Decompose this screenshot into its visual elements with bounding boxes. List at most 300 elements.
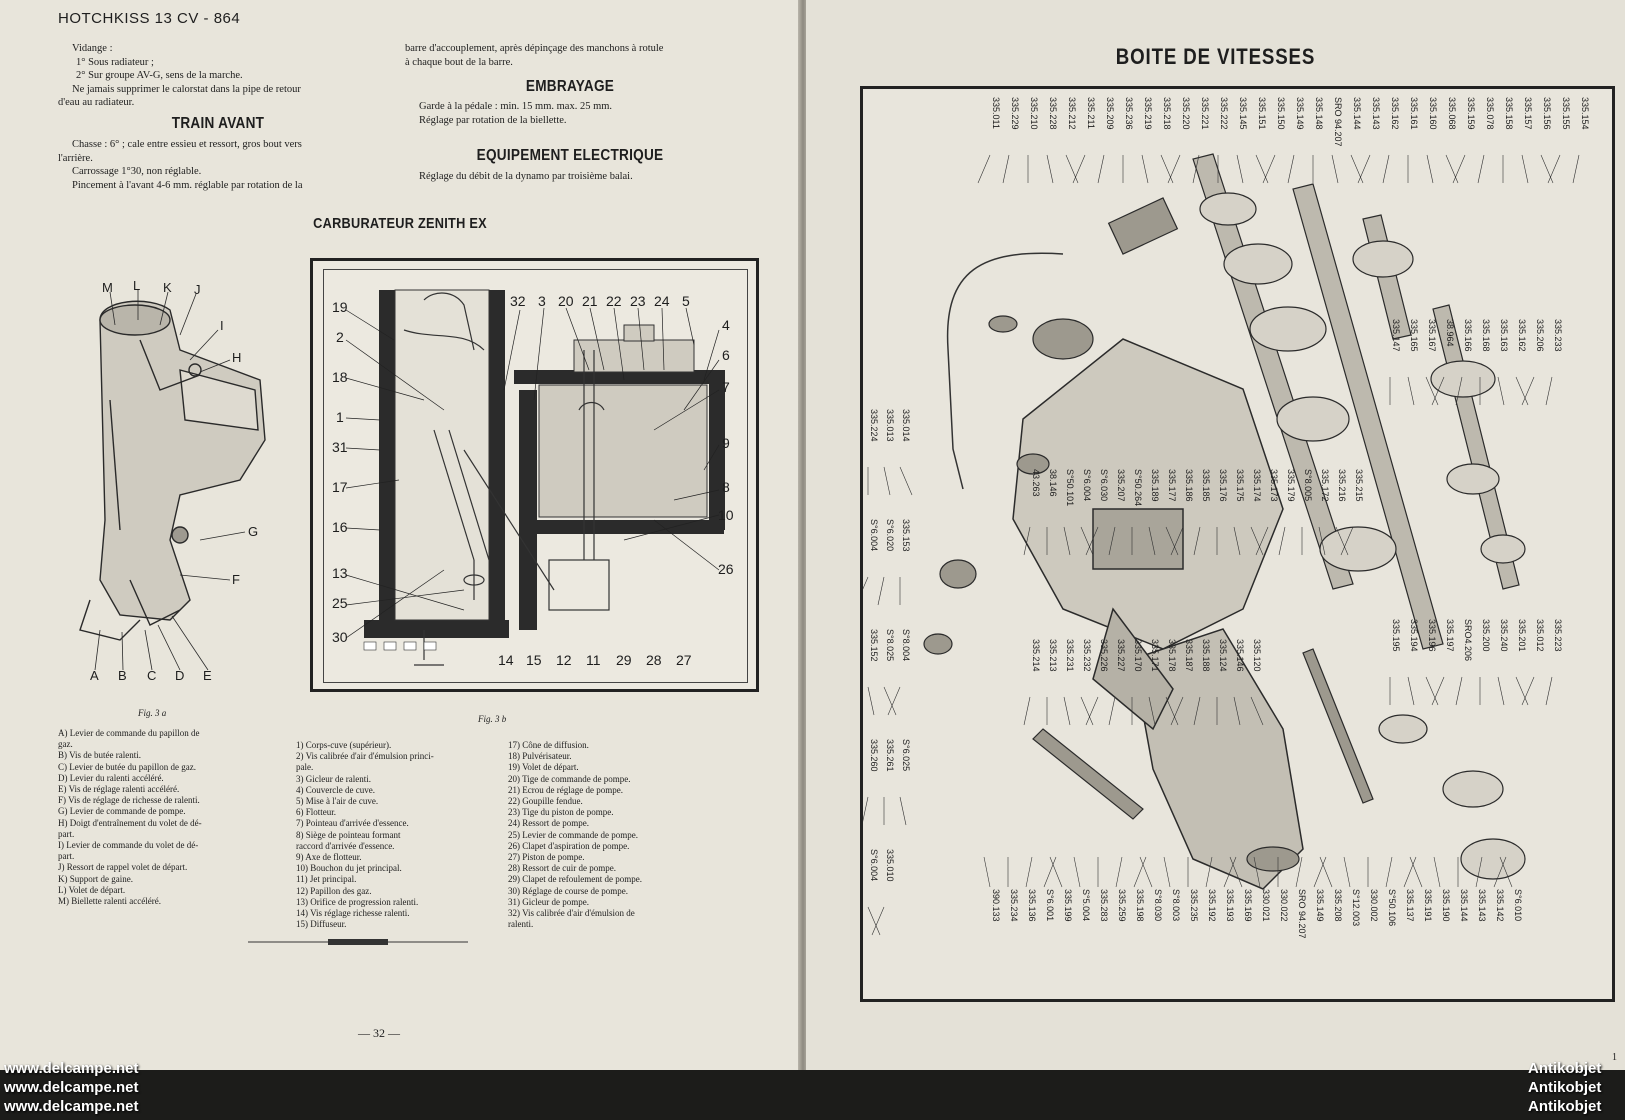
fig-b-number: 6: [722, 347, 730, 363]
part-number-label: 335.169: [1243, 889, 1253, 922]
part-leader-line: [900, 797, 906, 825]
part-number-label: 335.219: [1143, 97, 1153, 130]
legend-line: 20) Tige de commande de pompe.: [508, 773, 631, 784]
part-number-label: 335.142: [1495, 889, 1505, 922]
part-leader-line: [1064, 697, 1070, 725]
fig-b-number: 20: [558, 293, 574, 309]
part-leader-line: [878, 577, 884, 605]
part-leader-line: [1074, 857, 1080, 887]
part-number-label: 335.013: [885, 409, 895, 442]
part-leader-line: [1573, 155, 1579, 183]
part-leader-line: [1086, 697, 1098, 725]
fig-b-number: 26: [718, 561, 734, 577]
part-leader-line: [1066, 155, 1078, 183]
part-number-label: S°6.030: [1099, 469, 1109, 502]
legend-line: L) Volet de départ.: [58, 884, 126, 895]
fig-b-number: 17: [332, 479, 348, 495]
part-number-label: 335.173: [1269, 469, 1279, 502]
part-leader-line: [1109, 697, 1115, 725]
fig-b-number: 13: [332, 565, 348, 581]
part-number-label: S°6.004: [869, 519, 879, 552]
part-number-label: 335.143: [1477, 889, 1487, 922]
fig-a-letter: E: [203, 668, 212, 680]
part-number-label: 335.178: [1167, 639, 1177, 672]
part-leader-line: [1541, 155, 1553, 183]
part-leader-line: [884, 467, 890, 495]
legend-line: 29) Clapet de refoulement de pompe.: [508, 874, 642, 885]
part-number-label: 335.159: [1466, 97, 1476, 130]
part-leader-line: [1432, 677, 1444, 705]
part-number-label: 335.260: [869, 739, 879, 772]
part-number-label: 335.162: [1390, 97, 1400, 130]
fig-a-letter: F: [232, 572, 240, 587]
legend-line: 9) Axe de flotteur.: [296, 852, 362, 863]
carburateur-title: CARBURATEUR ZENITH EX: [313, 215, 487, 232]
part-number-label: 390.133: [991, 889, 1001, 922]
fig-b-number: 24: [654, 293, 670, 309]
part-leader-line: [1332, 155, 1338, 183]
part-number-label: 335.174: [1252, 469, 1262, 502]
part-leader-line: [900, 467, 912, 495]
legend-line: G) Levier de commande de pompe.: [58, 806, 186, 817]
watermark-left-2: www.delcampe.net: [4, 1079, 139, 1096]
part-number-label: 335.166: [1463, 319, 1473, 352]
part-leader-line: [1116, 857, 1122, 887]
fig-b-number: 32: [510, 293, 526, 309]
part-number-label: 335.197: [1445, 619, 1455, 652]
part-number-label: SRO4.206: [1463, 619, 1473, 662]
part-number-label: 335.233: [1553, 319, 1563, 352]
embrayage-title: EMBRAYAGE: [525, 78, 615, 95]
part-number-label: 330.002: [1369, 889, 1379, 922]
part-number-label: 335.259: [1117, 889, 1127, 922]
part-number-label: 335.201: [1517, 619, 1527, 652]
barre-line: barre d'accouplement, après dépinçage des manchons à rotule: [405, 43, 664, 54]
part-leader-line: [863, 797, 868, 825]
train-avant-title: TRAIN AVANT: [171, 115, 265, 132]
part-number-label: 335.232: [1082, 639, 1092, 672]
part-number-label: 335.191: [1423, 889, 1433, 922]
part-number-label: 335.235: [1189, 889, 1199, 922]
part-leader-line: [1383, 155, 1389, 183]
part-number-label: S°8.005: [1303, 469, 1313, 502]
part-number-label: 335.221: [1200, 97, 1210, 130]
part-number-label: 335.014: [901, 409, 911, 442]
part-leader-line: [984, 857, 990, 887]
part-number-label: 335.157: [1523, 97, 1533, 130]
legend-line: 10) Bouchon du jet principal.: [296, 863, 402, 874]
part-number-label: S°12.003: [1351, 889, 1361, 927]
part-number-label: 335.216: [1337, 469, 1347, 502]
legend-line: ralenti.: [508, 919, 534, 930]
right-page: [806, 0, 1625, 1070]
legend-line: 31) Gicleur de pompe.: [508, 896, 589, 907]
page-folio: — 32 —: [358, 1026, 400, 1040]
part-leader-line: [1003, 155, 1009, 183]
part-number-label: 335.158: [1504, 97, 1514, 130]
part-number-label: 335.283: [1099, 889, 1109, 922]
part-number-label: 335.215: [1354, 469, 1364, 502]
part-number-label: S°8.025: [885, 629, 895, 662]
part-leader-line: [1047, 155, 1053, 183]
legend-line: 28) Ressort de cuir de pompe.: [508, 863, 616, 874]
part-number-label: S°6.020: [885, 519, 895, 552]
part-number-label: S°50.106: [1387, 889, 1397, 927]
part-number-label: 335.155: [1561, 97, 1571, 130]
fig-b-number: 7: [722, 379, 730, 395]
part-number-label: 335.185: [1201, 469, 1211, 502]
fig-b-number: 29: [616, 652, 632, 668]
legend-line: pale.: [296, 762, 314, 773]
part-leader-line: [1140, 857, 1152, 887]
embrayage-line: Garde à la pédale : min. 15 mm. max. 25 mm.: [419, 101, 613, 112]
legend-line: 13) Orifice de progression ralenti.: [296, 896, 419, 907]
part-number-label: S°6.025: [901, 739, 911, 772]
watermark-left-1: www.delcampe.net: [4, 1060, 139, 1077]
part-leader-line: [1044, 857, 1056, 887]
fig-b-number: 25: [332, 595, 348, 611]
equipement-line: Réglage du débit de la dynamo par troisième balai.: [419, 171, 633, 182]
part-leader-line: [1314, 857, 1326, 887]
part-number-label: S°8.030: [1153, 889, 1163, 922]
part-leader-line: [1256, 155, 1268, 183]
part-leader-line: [1404, 857, 1416, 887]
part-number-label: 335.213: [1048, 639, 1058, 672]
barre-block: [405, 42, 745, 69]
corner-mark: 1: [1612, 1052, 1617, 1063]
legend-line: K) Support de gaine.: [58, 873, 133, 884]
watermark-right-1: Antikobjet: [1528, 1060, 1602, 1077]
part-number-label: 335.188: [1201, 639, 1211, 672]
carburetor-exterior-drawing: [60, 280, 300, 680]
watermark-right-3: Antikobjet: [1528, 1098, 1602, 1115]
vidange-block: [58, 42, 376, 110]
part-leader-line: [1026, 857, 1032, 887]
fig-b-number: 4: [722, 317, 730, 333]
part-leader-line: [1142, 155, 1148, 183]
fig-b-number: 21: [582, 293, 598, 309]
fig-b-number: 5: [682, 293, 690, 309]
legend-line: 18) Pulvérisateur.: [508, 751, 572, 762]
gearbox-exploded-drawing: [863, 89, 1612, 999]
part-number-label: 335.212: [1067, 97, 1077, 130]
legend-line: 4) Couvercle de cuve.: [296, 784, 375, 795]
fig-b-number: 27: [676, 652, 692, 668]
part-number-label: 335.207: [1116, 469, 1126, 502]
part-number-label: 335.151: [1257, 97, 1267, 130]
legend-line: 11) Jet principal.: [296, 874, 357, 885]
part-number-label: 335.228: [1048, 97, 1058, 130]
part-number-label: 335.189: [1150, 469, 1160, 502]
fig-a-letter: H: [232, 350, 242, 365]
part-leader-line: [1098, 155, 1104, 183]
part-leader-line: [1081, 697, 1093, 725]
legend-line: 12) Papillon des gaz.: [296, 885, 372, 896]
watermark-right-2: Antikobjet: [1528, 1079, 1602, 1096]
part-leader-line: [1522, 377, 1534, 405]
part-number-label: 335.146: [1235, 639, 1245, 672]
fig-b-number: 30: [332, 629, 348, 645]
part-number-label: 335.149: [1295, 97, 1305, 130]
part-number-label: 335.175: [1235, 469, 1245, 502]
carburetor-section-inner: [323, 269, 748, 683]
legend-line: 25) Levier de commande de pompe.: [508, 829, 638, 840]
legend-line: 21) Ecrou de réglage de pompe.: [508, 784, 623, 795]
part-number-label: SRO 94.207: [1333, 97, 1343, 147]
fig-b-number: 15: [526, 652, 542, 668]
part-number-label: 335.167: [1427, 319, 1437, 352]
part-leader-line: [1288, 155, 1294, 183]
legend-line: E) Vis de réglage ralenti accéléré.: [58, 784, 180, 795]
fig-a-letter: L: [133, 280, 141, 293]
part-leader-line: [1498, 377, 1504, 405]
part-number-label: 335.206: [1535, 319, 1545, 352]
part-number-label: 335.236: [1124, 97, 1134, 130]
part-number-label: 335.214: [1031, 639, 1041, 672]
part-leader-line: [1073, 155, 1085, 183]
part-number-label: 335.194: [1409, 619, 1419, 652]
legend-line: J) Ressort de rappel volet de départ.: [58, 862, 188, 873]
fig-a-letter: M: [102, 280, 113, 295]
embrayage-line: Réglage par rotation de la biellette.: [419, 114, 567, 126]
equipement-title: EQUIPEMENT ELECTRIQUE: [476, 147, 664, 164]
part-number-label: 335.144: [1459, 889, 1469, 922]
part-number-label: 335.190: [1441, 889, 1451, 922]
part-leader-line: [1546, 677, 1552, 705]
legend-line: 26) Clapet d'aspiration de pompe.: [508, 840, 630, 851]
legend-fig-b-col2: [508, 740, 758, 930]
part-number-label: 335.165: [1409, 319, 1419, 352]
part-leader-line: [1516, 677, 1528, 705]
part-leader-line: [1358, 155, 1370, 183]
part-leader-line: [1024, 697, 1030, 725]
carburetor-section-frame: [310, 258, 759, 692]
part-leader-line: [1410, 857, 1422, 887]
part-leader-line: [1427, 155, 1433, 183]
legend-line: 2) Vis calibrée d'air d'émulsion princi-: [296, 751, 434, 762]
part-number-label: 335.153: [901, 519, 911, 552]
part-number-label: 335.200: [1481, 619, 1491, 652]
legend-line: 23) Tige du piston de pompe.: [508, 807, 614, 818]
equipement-block: [405, 170, 745, 184]
part-leader-line: [863, 577, 868, 605]
fig-b-number: 10: [718, 507, 734, 523]
part-number-label: 335.010: [885, 849, 895, 882]
vidange-line: Ne jamais supprimer le calorstat dans la pipe de retour: [72, 83, 301, 95]
part-number-label: 335.170: [1133, 639, 1143, 672]
part-number-label: 335.145: [1238, 97, 1248, 130]
part-number-label: 335.078: [1485, 97, 1495, 130]
legend-line: 27) Piston de pompe.: [508, 852, 585, 863]
fig-b-number: 28: [646, 652, 662, 668]
legend-line: 1) Corps-cuve (supérieur).: [296, 740, 392, 750]
legend-line: 30) Réglage de course de pompe.: [508, 885, 628, 896]
fig-b-number: 22: [606, 293, 622, 309]
part-leader-line: [1522, 155, 1528, 183]
part-number-label: 335.150: [1276, 97, 1286, 130]
train-avant-line: Chasse : 6° ; cale entre essieu et ressort, gros bout vers: [72, 139, 302, 150]
train-avant-block: [58, 138, 378, 192]
vidange-line: 2° Sur groupe AV-G, sens de la marche.: [76, 70, 243, 81]
legend-line: C) Levier de butée du papillon de gaz.: [58, 761, 196, 772]
legend-line: gaz.: [58, 739, 73, 750]
part-number-label: 335.179: [1286, 469, 1296, 502]
part-number-label: 335.162: [1517, 319, 1527, 352]
part-number-label: 335.148: [1314, 97, 1324, 130]
part-number-label: 335.163: [1499, 319, 1509, 352]
part-number-label: 335.222: [1219, 97, 1229, 130]
part-number-label: 335.171: [1150, 639, 1160, 672]
part-number-label: S°5.004: [1081, 889, 1091, 922]
part-number-label: 335.192: [1207, 889, 1217, 922]
fig-a-letter: D: [175, 668, 185, 680]
vidange-line: 1° Sous radiateur ;: [76, 56, 154, 68]
part-leader-line: [1548, 155, 1560, 183]
part-number-label: 335.187: [1184, 639, 1194, 672]
part-number-label: S°6.001: [1045, 889, 1055, 922]
fig-b-caption: Fig. 3 b: [478, 714, 507, 724]
part-number-label: S°50.101: [1065, 469, 1075, 507]
fig-b-number: 18: [332, 369, 348, 385]
part-number-label: S°8.003: [1171, 889, 1181, 922]
left-page: [0, 0, 800, 1070]
part-number-label: 335.211: [1086, 97, 1096, 129]
part-leader-line: [1408, 677, 1414, 705]
part-number-label: 335.199: [1063, 889, 1073, 922]
part-number-label: 335.220: [1181, 97, 1191, 130]
fig-b-number: 12: [556, 652, 572, 668]
part-number-label: 335.234: [1009, 889, 1019, 922]
legend-fig-a: [58, 728, 273, 907]
legend-line: 6) Flotteur.: [296, 807, 336, 818]
part-leader-line: [1478, 155, 1484, 183]
fig-a-letter: A: [90, 668, 99, 680]
part-number-label: 335.168: [1481, 319, 1491, 352]
part-number-label: 335.143: [1371, 97, 1381, 130]
part-number-label: 335.124: [1218, 639, 1228, 672]
part-number-label: 335.193: [1225, 889, 1235, 922]
part-number-label: 43.263: [1031, 469, 1041, 497]
fig-b-number: 2: [336, 329, 344, 345]
part-number-label: 335.144: [1352, 97, 1362, 130]
part-leader-line: [1279, 527, 1285, 555]
legend-line: 5) Mise à l'air de cuve.: [296, 796, 379, 807]
running-head: HOTCHKISS 13 CV - 864: [58, 10, 241, 27]
legend-line: H) Doigt d'entraînement du volet de dé-: [58, 817, 202, 828]
part-leader-line: [1134, 857, 1146, 887]
part-leader-line: [1344, 857, 1350, 887]
vidange-line: d'eau au radiateur.: [58, 97, 135, 108]
part-number-label: S°6.010: [1513, 889, 1523, 922]
part-number-label: S°8.004: [901, 629, 911, 662]
fig-a-letter: I: [220, 318, 224, 333]
part-number-label: 335.231: [1065, 639, 1075, 672]
fig-a-letter: G: [248, 524, 259, 539]
legend-line: D) Levier du ralenti accéléré.: [58, 772, 164, 783]
fig-b-number: 16: [332, 519, 348, 535]
part-number-label: 335.196: [1427, 619, 1437, 652]
part-leader-line: [1320, 857, 1332, 887]
part-leader-line: [1168, 155, 1180, 183]
part-number-label: SRO 94.207: [1297, 889, 1307, 939]
part-leader-line: [1164, 857, 1170, 887]
part-leader-line: [1498, 677, 1504, 705]
part-leader-line: [1434, 857, 1440, 887]
part-leader-line: [1453, 155, 1465, 183]
vidange-line: Vidange :: [72, 43, 113, 54]
part-number-label: 335.120: [1252, 639, 1262, 672]
part-leader-line: [1161, 155, 1173, 183]
fig-a-letter: C: [147, 668, 157, 680]
train-avant-line: l'arrière.: [58, 152, 93, 164]
part-number-label: 335.226: [1099, 639, 1109, 672]
part-number-label: 335.208: [1333, 889, 1343, 922]
part-number-label: 335.224: [869, 409, 879, 442]
part-leader-line: [1050, 857, 1062, 887]
part-number-label: 335.261: [885, 739, 895, 772]
part-number-label: 38.964: [1445, 319, 1455, 347]
legend-line: part.: [58, 828, 75, 839]
part-leader-line: [1263, 155, 1275, 183]
fig-b-number: 8: [722, 479, 730, 495]
train-avant-line: Pincement à l'avant 4-6 mm. réglable par rotation de la: [72, 179, 303, 191]
legend-line: 3) Gicleur de ralenti.: [296, 773, 371, 784]
part-leader-line: [1351, 155, 1363, 183]
part-number-label: S°6.004: [1082, 469, 1092, 502]
legend-line: I) Levier de commande du volet de dé-: [58, 840, 199, 851]
fig-b-number: 19: [332, 299, 348, 315]
part-number-label: 330.021: [1261, 889, 1271, 922]
part-number-label: 335.149: [1315, 889, 1325, 922]
part-leader-line: [1456, 677, 1462, 705]
part-number-label: 335.011: [991, 97, 1001, 129]
fig-b-number: 11: [586, 652, 601, 668]
part-number-label: 335.210: [1029, 97, 1039, 130]
part-number-label: 335.160: [1428, 97, 1438, 130]
fig-b-number: 3: [538, 293, 546, 309]
part-number-label: 330.022: [1279, 889, 1289, 922]
legend-line: 15) Diffuseur.: [296, 919, 347, 930]
part-number-label: 335.136: [1027, 889, 1037, 922]
part-number-label: 335.240: [1499, 619, 1509, 652]
carburetor-section-drawing: [324, 270, 747, 682]
part-leader-line: [1426, 677, 1438, 705]
part-number-label: 335.012: [1535, 619, 1545, 652]
part-number-label: 335.161: [1409, 97, 1419, 130]
part-number-label: 335.152: [869, 629, 879, 662]
gearbox-diagram-frame: [860, 86, 1615, 1002]
fig-b-number: 9: [722, 435, 730, 451]
barre-line: à chaque bout de la barre.: [405, 56, 513, 68]
part-leader-line: [1237, 155, 1243, 183]
fig-a-letter: B: [118, 668, 127, 680]
part-leader-line: [1522, 677, 1534, 705]
fig-b-number: 23: [630, 293, 646, 309]
part-leader-line: [1386, 857, 1392, 887]
part-number-label: 335.227: [1116, 639, 1126, 672]
fig-b-number: 31: [332, 439, 348, 455]
fig-b-number: 14: [498, 652, 514, 668]
part-number-label: S°6.004: [869, 849, 879, 882]
legend-line: raccord d'arrivée d'essence.: [296, 840, 395, 851]
part-number-label: S°50.264: [1133, 469, 1143, 507]
legend-line: F) Vis de réglage de richesse de ralenti.: [58, 795, 200, 806]
legend-line: M) Biellette ralenti accéléré.: [58, 896, 161, 907]
fig-a-letter: J: [194, 282, 201, 297]
legend-line: 7) Pointeau d'arrivée d'essence.: [296, 818, 409, 829]
part-number-label: 335.186: [1184, 469, 1194, 502]
fig-b-number: 1: [336, 409, 344, 425]
